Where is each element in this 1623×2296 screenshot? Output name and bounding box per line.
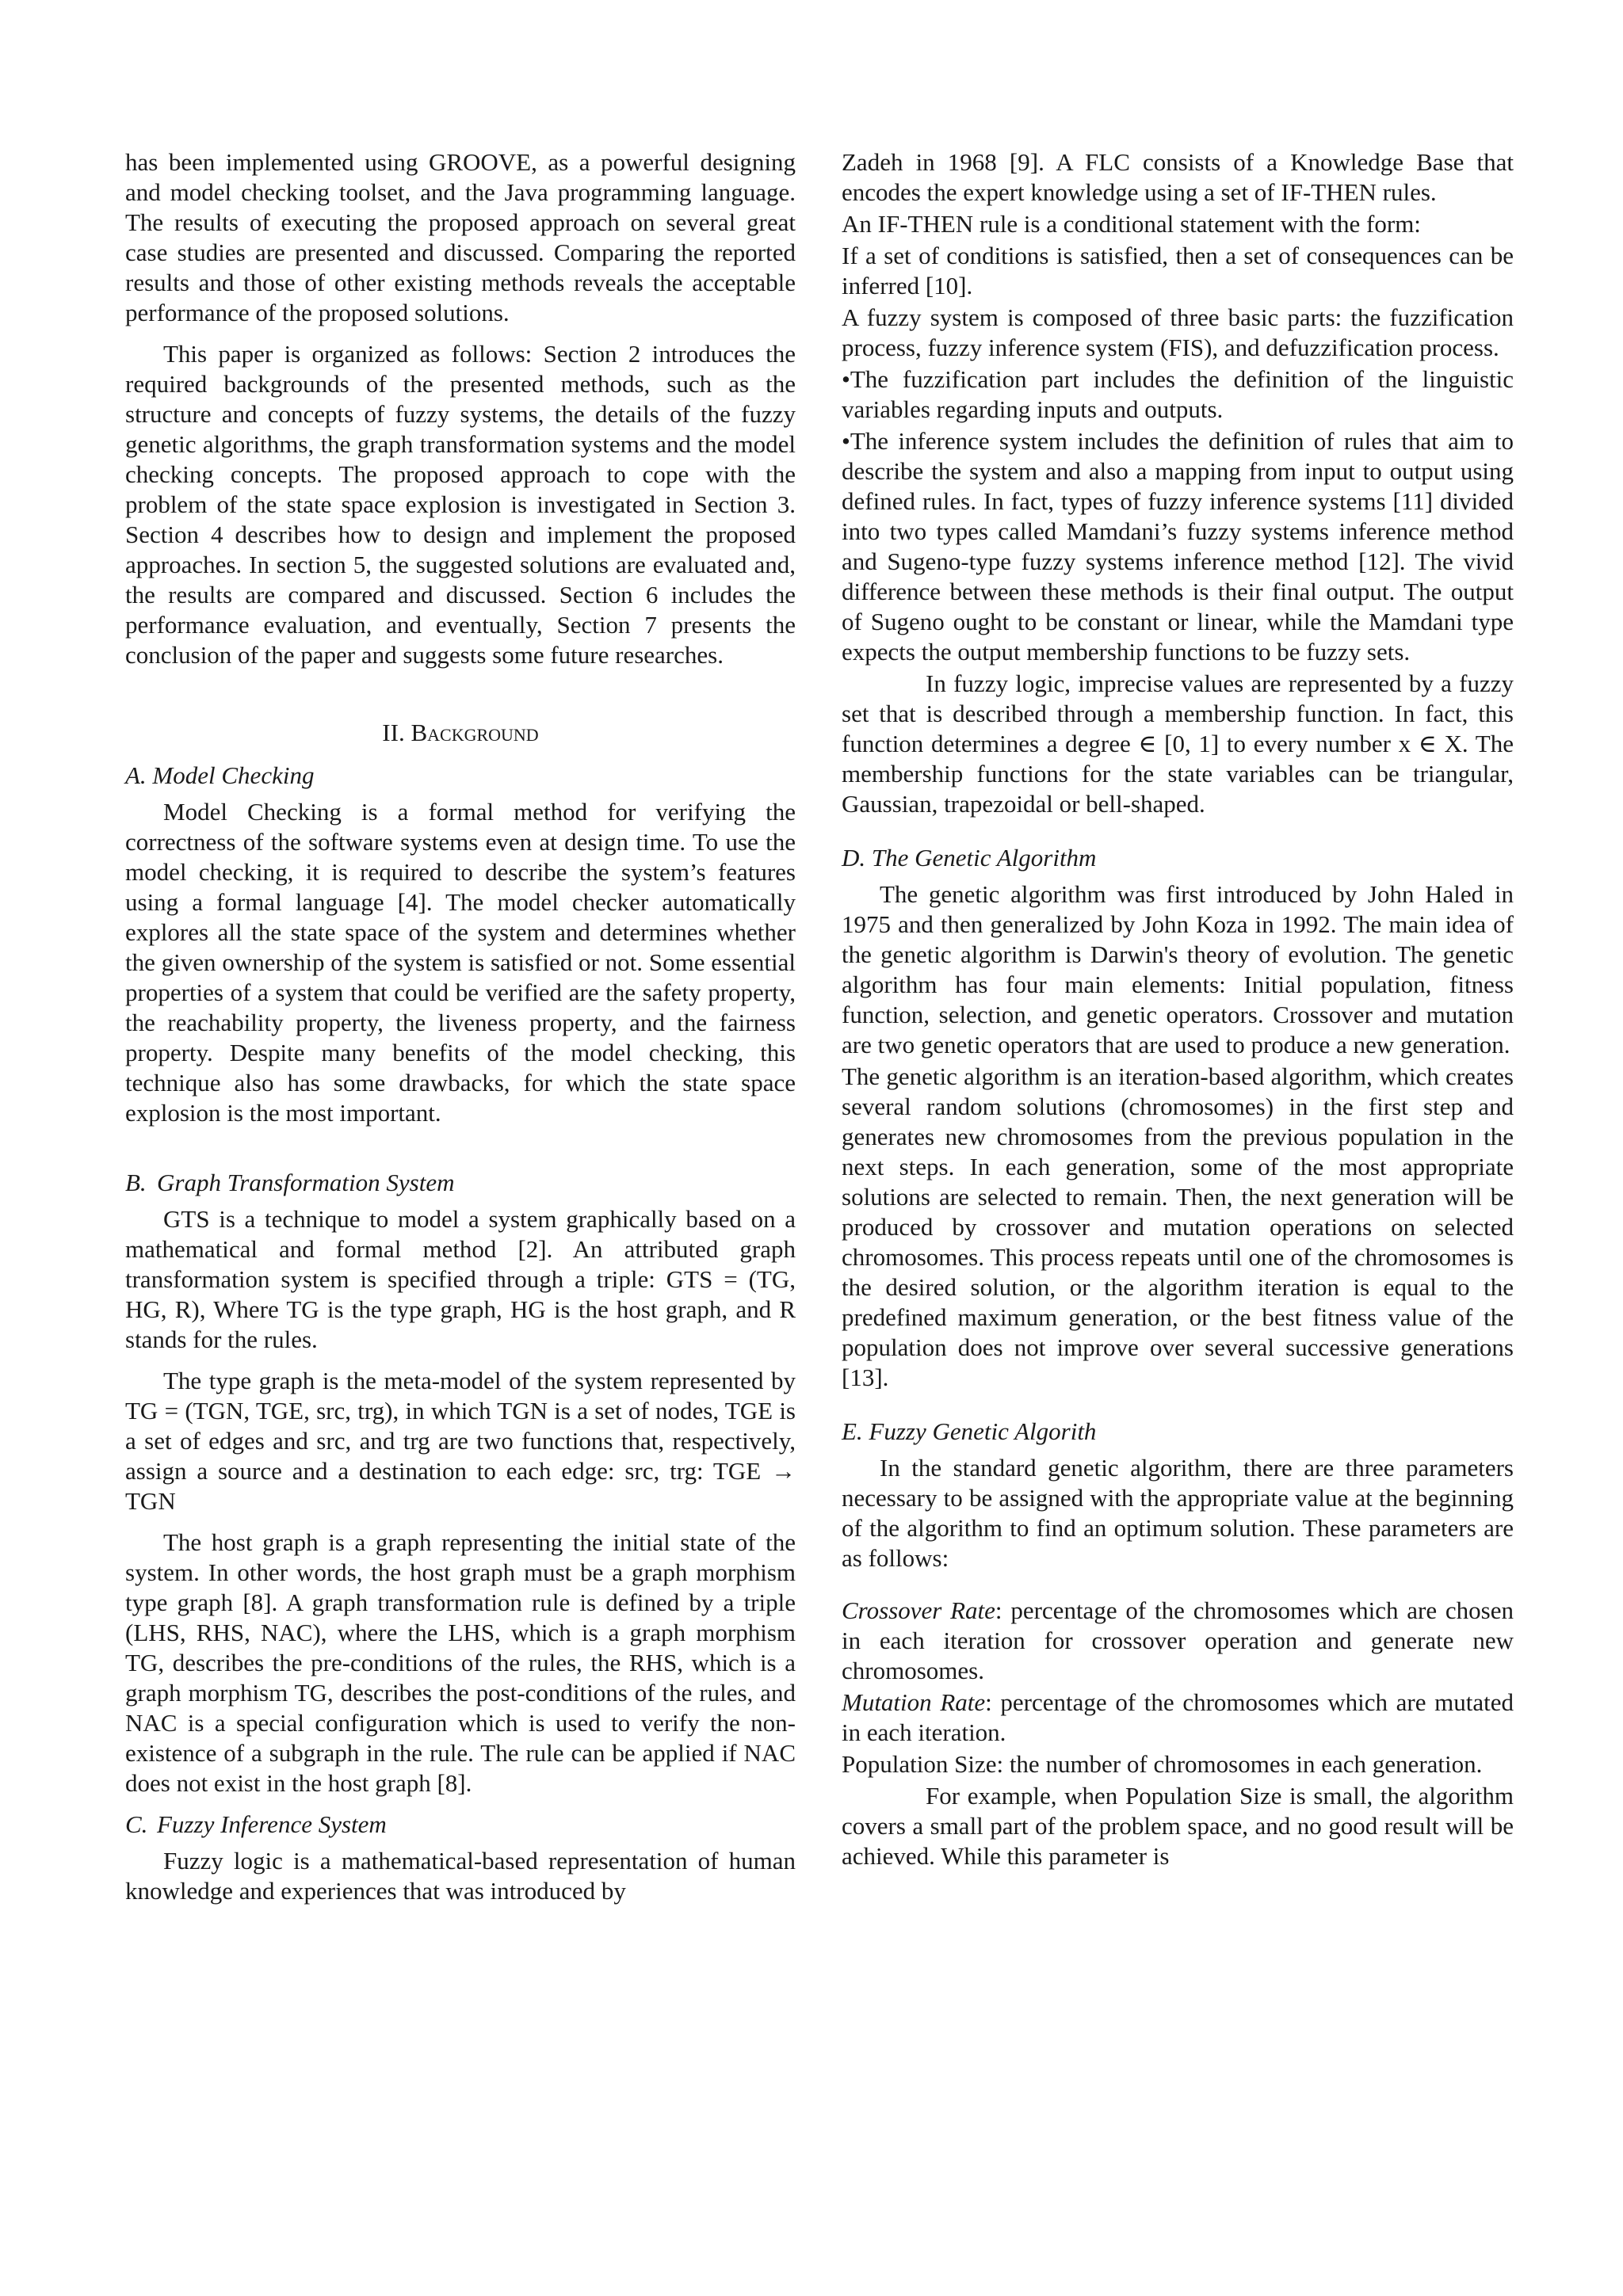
model-checking-paragraph: Model Checking is a formal method for verifying the correctness of the software systems even at design time. To use the model checking, it is required to describe the system’s features using a formal language [4]. The model checker automatically explores all the state space of the system and determines whether the given ownership of the system is satisfied or not. Some essential properties of a system that could be verified are the safety property, the reachability property, the liveness property, and the fairness property. Despite many benefits of the model checking, this technique also has some drawbacks, for which the state space explosion is the most important. <box>125 798 796 1127</box>
subsection-c-number: C. <box>125 1810 148 1838</box>
subsection-d-heading: D. The Genetic Algorithm <box>842 844 1097 871</box>
mutation-rate-paragraph <box>842 1688 1514 1748</box>
population-size-paragraph: Population Size: the number of chromosomes in each generation. <box>842 1750 1483 1778</box>
genetic-paragraph-1: The genetic algorithm was first introduced by John Haled in 1975 and then generalized by John Koza in 1992. The main idea of the genetic algorithm is Darwin's theory of evolution. The genetic algorithm has four main elements: Initial population, fitness function, selection, and genetic operators. Crossover and mutation are two genetic operators that are used to produce a new generation. <box>842 880 1514 1058</box>
crossover-rate-definition: : percentage of the chromosomes which are chosen in each iteration for crossover operation and generate new chromosomes. <box>842 1596 1514 1684</box>
section-number: II. <box>382 719 405 746</box>
subsection-c-heading <box>125 1810 796 1840</box>
fuzzy-logic-paragraph: Fuzzy logic is a mathematical-based representation of human knowledge and experiences that was introduced by <box>125 1847 796 1905</box>
gts-paragraph-3: The host graph is a graph representing the initial state of the system. In other words, the host graph must be a graph morphism type graph [8]. A graph transformation rule is defined by a triple (LHS, RHS, NAC), where the LHS, which is a graph morphism TG, describes the pre-conditions of the rules, the RHS, which is a graph morphism TG, describes the post-conditions of the rules, and NAC is a special configuration which is used to verify the non-existence of a subgraph in the rule. The rule can be applied if NAC does not exist in the host graph [8]. <box>125 1528 796 1797</box>
subsection-b-title: Graph Transformation System <box>157 1169 455 1196</box>
subsection-e-heading: E. Fuzzy Genetic Algorith <box>842 1417 1097 1445</box>
genetic-paragraph-2: The genetic algorithm is an iteration-based algorithm, which creates several random solutions (chromosomes) in the first step and generates new chromosomes from the previous population in the next steps. In each generation, some of the most appropriate solutions are selected to remain. Then, the next generation will be produced by crossover and mutation operations on selected chromosomes. This process repeats until one of the chromosomes is the desired solution, or the algorithm iteration is equal to the predefined maximum generation, or the best fitness value of the population does not improve over several successive generations [13]. <box>842 1062 1514 1391</box>
mutation-rate-term: Mutation Rate <box>842 1688 986 1716</box>
intro-paragraph-1: has been implemented using GROOVE, as a powerful designing and model checking toolset, and the Java programming language. The results of executing the proposed approach on several great case studies are presented and discussed. Comparing the reported results and those of other existing methods reveals the acceptable performance of the proposed solutions. <box>125 148 796 326</box>
intro-paragraph-2: This paper is organized as follows: Section 2 introduces the required backgrounds of the presented methods, such as the structure and concepts of fuzzy systems, the details of the fuzzy genetic algorithms, the graph transformation systems and the model checking concepts. The proposed approach to cope with the problem of the state space explosion is investigated in Section 3. Section 4 describes how to design and implement the proposed approaches. In section 5, the suggested solutions are evaluated and, the results are compared and discussed. Section 6 includes the performance evaluation, and eventually, Section 7 presents the conclusion of the paper and suggests some future researches. <box>125 340 796 669</box>
population-example-paragraph: For example, when Population Size is small, the algorithm covers a small part of the problem space, and no good result will be achieved. While this parameter is <box>842 1782 1514 1870</box>
membership-paragraph: In fuzzy logic, imprecise values are represented by a fuzzy set that is described through a membership function. In fact, this function determines a degree ∈ [0, 1] to every number x ∈ X. The membership functions for the state variables can be triangular, Gaussian, trapezoidal or bell-shaped. <box>842 669 1514 818</box>
crossover-rate-term: Crossover Rate <box>842 1596 995 1624</box>
subsection-b-number: B. <box>125 1169 147 1196</box>
if-then-paragraph: An IF-THEN rule is a conditional statement with the form: <box>842 210 1421 238</box>
inference-bullet: •The inference system includes the definition of rules that aim to describe the system and also a mapping from input to output using defined rules. In fact, types of fuzzy inference systems [11] divided into two types called Mamdani’s fuzzy systems inference method and Sugeno-type fuzzy systems inference method [12]. The vivid difference between these methods is their final output. The output of Sugeno ought to be constant or linear, while the Mamdani type expects the output membership functions to be fuzzy sets. <box>842 427 1514 666</box>
left-column <box>125 147 796 1917</box>
crossover-rate-paragraph <box>842 1596 1514 1686</box>
fuzzification-bullet: •The fuzzification part includes the definition of the linguistic variables regarding inputs and outputs. <box>842 365 1514 423</box>
mutation-rate-definition: : percentage of the chromosomes which are mutated in each iteration. <box>842 1688 1514 1746</box>
gts-paragraph-1: GTS is a technique to model a system graphically based on a mathematical and formal method [2]. An attributed graph transformation system is specified through a triple: GTS = (TG, HG, R), Where TG is the type graph, HG is the host graph, and R stands for the rules. <box>125 1205 796 1353</box>
fuzzy-genetic-paragraph: In the standard genetic algorithm, there are three parameters necessary to be assigned with the appropriate value at the beginning of the algorithm to find an optimum solution. These parameters are as follows: <box>842 1454 1514 1572</box>
fuzzy-system-parts-paragraph: A fuzzy system is composed of three basic parts: the fuzzification process, fuzzy inference system (FIS), and defuzzification process. <box>842 303 1514 361</box>
flc-paragraph: Zadeh in 1968 [9]. A FLC consists of a Knowledge Base that encodes the expert knowledge using a set of IF-THEN rules. <box>842 148 1514 206</box>
section-title: Background <box>411 719 539 746</box>
subsection-b-heading <box>125 1168 796 1198</box>
subsection-a-heading: A. Model Checking <box>125 761 315 789</box>
gts-paragraph-2: The type graph is the meta-model of the system represented by TG = (TGN, TGE, src, trg), in which TGN is a set of nodes, TGE is a set of edges and src, and trg are two functions that, respectively, assign a source and a destination to each edge: src, trg: TGE → TGN <box>125 1367 796 1515</box>
right-column <box>842 147 1514 1882</box>
section-heading <box>125 718 796 748</box>
subsection-c-title: Fuzzy Inference System <box>157 1810 387 1838</box>
consequences-paragraph: If a set of conditions is satisfied, then a set of consequences can be inferred [10]. <box>842 242 1514 299</box>
